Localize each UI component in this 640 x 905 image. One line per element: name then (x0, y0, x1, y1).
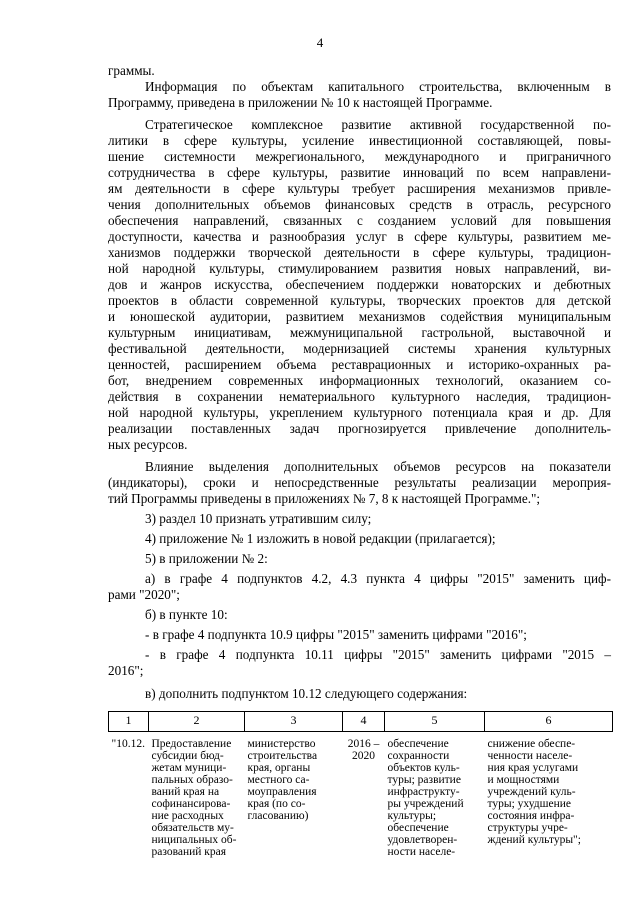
annex-table (108, 711, 613, 859)
cell-line: культуры; (387, 810, 437, 822)
cell-line: "10.12. (111, 738, 145, 750)
cell-line: туры; развитие (387, 774, 461, 786)
table-header-cell: 3 (245, 712, 343, 732)
cell-line: края (по со- (247, 798, 306, 810)
cell-line: обеспечение (387, 822, 449, 834)
text-line: ной народной культуры, стимулированием развития новых направлений, ви- (108, 261, 611, 276)
table-header-cell: 5 (385, 712, 485, 732)
cell-line: строительства (247, 750, 318, 762)
cell-expected-result (385, 732, 485, 860)
text-line: рами "2020"; (108, 587, 180, 602)
text-line: Информация по объектам капитального строительства, включенным в (145, 79, 611, 94)
table-header-cell: 4 (343, 712, 385, 732)
text-line: ной народной культуры, укреплением культурного потенциала края и др. Для (108, 405, 611, 420)
cell-line: и мощностями (487, 774, 560, 786)
text-line: сотрудничества в сфере культуры, развитие инноваций по всем направлени- (108, 165, 611, 180)
cell-line: обеспечение (387, 738, 449, 750)
text-line: - в графе 4 подпункта 10.11 цифры "2015" заменить цифрами "2015 – (145, 647, 611, 662)
cell-line: пальных образо- (151, 774, 233, 786)
text-line: в) дополнить подпунктом 10.12 следующего содержания: (145, 686, 468, 701)
text-line: обеспечения направлений, связанных с созданием условий для повышения (108, 213, 611, 228)
cell-line: местного са- (247, 774, 310, 786)
cell-line: обязательств му- (151, 822, 234, 834)
cell-line: снижение обеспе- (487, 738, 576, 750)
text-line: - в графе 4 подпункта 10.9 цифры "2015" заменить цифрами "2016"; (145, 627, 527, 642)
text-line: культурным инициативам, межмуниципальной гастрольной, выставочной и (108, 325, 611, 340)
text-line: чения дополнительных объемов финансовых средств в отрасль, ресурсного (108, 197, 611, 212)
cell-period (343, 732, 385, 860)
cell-line: сохранности (387, 750, 450, 762)
cell-line: разований края (151, 846, 227, 858)
cell-line: инфраструкту- (387, 786, 460, 798)
cell-consequences (485, 732, 613, 860)
text-line: 4) приложение № 1 изложить в новой редакции (прилагается); (145, 531, 496, 546)
cell-item-number (109, 732, 149, 860)
text-line: ям деятельности в сфере культуры требует расширения механизмов привле- (108, 181, 611, 196)
cell-line: туры; ухудшение (487, 798, 571, 810)
text-line: ных ресурсов. (108, 437, 188, 452)
table-header-cell: 2 (149, 712, 245, 732)
text-line: действия в сохранении нематериального культурного наследия, традицион- (108, 389, 611, 404)
text-line: ценностей, расширением объема реставрационных и историко-охранных ра- (108, 357, 611, 372)
cell-line: ния края услугами (487, 762, 579, 774)
text-line: фестивальной деятельности, модернизацией системы хранения культурных (108, 341, 611, 356)
text-line: 3) раздел 10 признать утратившим силу; (145, 511, 372, 526)
text-line: бот, внедрением современных информационных технологий, оказанием со- (108, 373, 611, 388)
table-header-cell: 1 (109, 712, 149, 732)
cell-line: Предоставление (151, 738, 232, 750)
text-line: литики в сфере культуры, усиление инвестиционной составляющей, повы- (108, 133, 611, 148)
text-line: граммы. (108, 63, 155, 78)
cell-line: края, органы (247, 762, 311, 774)
cell-line: министерство (247, 738, 316, 750)
text-line: тий Программы приведены в приложениях № 7, 8 к настоящей Программе."; (108, 491, 541, 506)
cell-line: 2020 (352, 750, 375, 762)
text-line: проектов в области современной культуры, творческих проектов для детской (108, 293, 611, 308)
table-row (109, 732, 613, 860)
text-line: шение системности межрегионального, международного и приграничного (108, 149, 611, 164)
cell-line: структуры учре- (487, 822, 568, 834)
text-line: 5) в приложении № 2: (145, 551, 268, 566)
text-line: 2016"; (108, 663, 144, 678)
cell-line: гласованию) (247, 810, 309, 822)
text-line: доступности, качества и разнообразия услуг в сфере культуры, развитием ме- (108, 229, 611, 244)
text-line: а) в графе 4 подпунктов 4.2, 4.3 пункта 4 цифры "2015" заменить циф- (145, 571, 611, 586)
cell-line: учреждений куль- (487, 786, 576, 798)
cell-line: субсидии бюд- (151, 750, 224, 762)
text-line: б) в пункте 10: (145, 607, 228, 622)
text-line: и юношеской аудитории, развитием механизмов содействия муниципальным (108, 309, 611, 324)
cell-line: состояния инфра- (487, 810, 575, 822)
cell-line: ваний края на (151, 786, 220, 798)
cell-line: софинансирова- (151, 798, 231, 810)
text-line: реализации поставленных задач прогнозируется привлечение дополнитель- (108, 421, 611, 436)
cell-line: моуправления (247, 786, 317, 798)
cell-line: удовлетворен- (387, 834, 458, 846)
cell-line: жетам муници- (151, 762, 227, 774)
cell-line: 2016 – (347, 738, 380, 750)
cell-line: ности населе- (387, 846, 456, 858)
text-line: Стратегическое комплексное развитие активной государственной по- (145, 117, 611, 132)
cell-line: объектов куль- (387, 762, 460, 774)
cell-line: ние расходных (151, 810, 224, 822)
text-line: дов и жанров искусства, обеспечением поддержки новаторских и дебютных (108, 277, 611, 292)
table-header-cell: 6 (485, 712, 613, 732)
cell-line: ждений культуры"; (487, 834, 581, 846)
table-header-row (109, 712, 613, 732)
text-line: (индикаторы), сроки и непосредственные результаты реализации мероприя- (108, 475, 611, 490)
cell-activity (149, 732, 245, 860)
page-number: 4 (316, 35, 324, 50)
cell-line: ниципальных об- (151, 834, 237, 846)
cell-line: ры учреждений (387, 798, 464, 810)
text-line: ханизмов поддержки творческой деятельности в сфере культуры, традицион- (108, 245, 611, 260)
cell-line: ченности населе- (487, 750, 573, 762)
text-line: Влияние выделения дополнительных объемов ресурсов на показатели (145, 459, 611, 474)
text-line: Программу, приведена в приложении № 10 к настоящей Программе. (108, 95, 493, 110)
cell-executor (245, 732, 343, 860)
